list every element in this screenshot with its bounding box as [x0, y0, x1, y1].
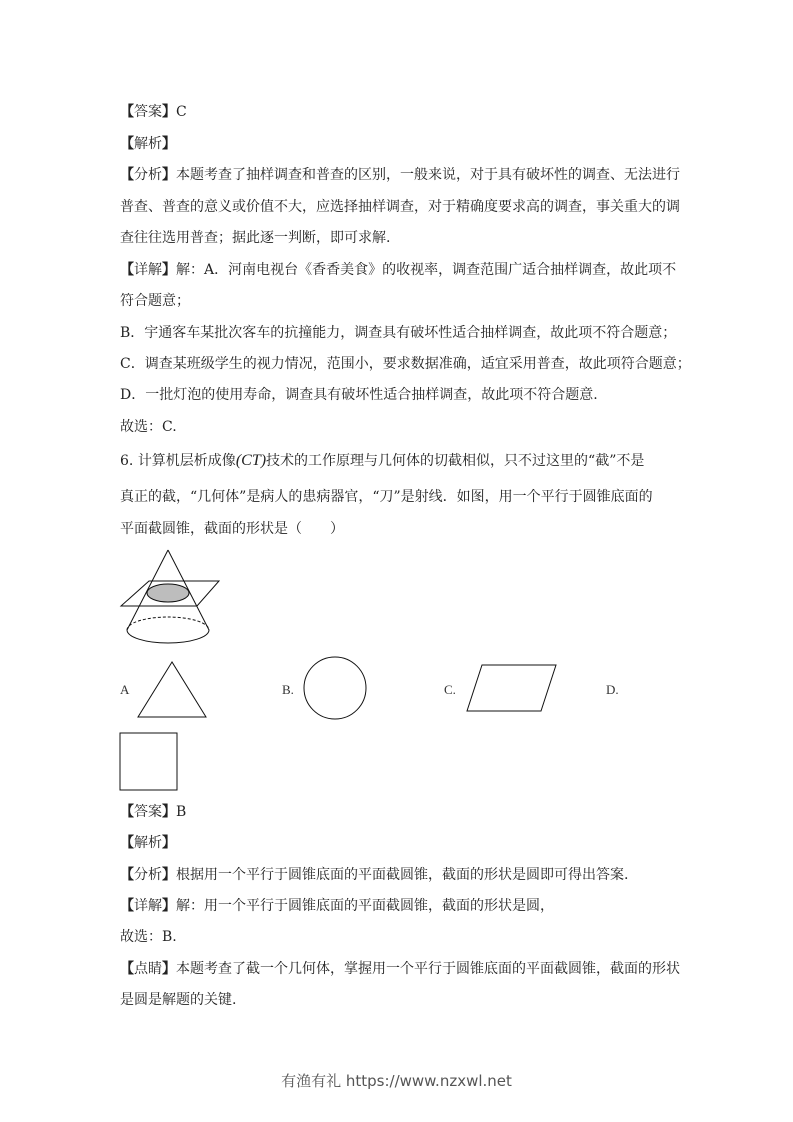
cone-section-figure	[118, 546, 223, 646]
q6-answer: 【答案】B	[120, 804, 187, 820]
q6-dianjing-line-2: 是圆是解题的关键.	[120, 992, 237, 1008]
circle-icon	[302, 655, 368, 721]
q5-option-b-analysis: B．宇通客车某批次客车的抗撞能力，调查具有破坏性适合抽样调查，故此项不符合题意；	[120, 325, 677, 341]
q5-xiangjie-line-1: 【详解】解：A．河南电视台《香香美食》的收视率，调查范围广适合抽样调查，故此项不	[120, 262, 677, 278]
ct-math: (CT)	[235, 452, 267, 469]
q6-fenxi: 【分析】根据用一个平行于圆锥底面的平面截圆锥，截面的形状是圆即可得出答案.	[120, 867, 629, 883]
footer-watermark[interactable]: 有渔有礼 https://www.nzxwl.net	[281, 1072, 512, 1090]
q6-analysis-heading: 【解析】	[120, 835, 176, 851]
q5-answer-value: C	[176, 104, 187, 120]
option-d-label[interactable]: D.	[606, 682, 619, 697]
option-a-triangle[interactable]	[136, 660, 208, 720]
q5-choose: 故选：C.	[120, 419, 177, 435]
cone-icon	[118, 546, 223, 646]
q5-analysis-heading: 【解析】	[120, 136, 176, 152]
option-d-square[interactable]	[119, 732, 179, 792]
q5-fenxi-line-3: 查往往选用普查；据此逐一判断，即可求解.	[120, 230, 391, 246]
option-b-label[interactable]: B.	[282, 682, 294, 697]
q6-stem-line-3: 平面截圆锥，截面的形状是（ ）	[120, 521, 344, 537]
q6-choose: 故选：B.	[120, 929, 177, 945]
q5-fenxi-line-1: 【分析】本题考查了抽样调查和普查的区别，一般来说，对于具有破坏性的调查、无法进行	[120, 167, 680, 183]
q6-number: 6.	[120, 453, 134, 469]
q6-xiangjie: 【详解】解：用一个平行于圆锥底面的平面截圆锥，截面的形状是圆，	[120, 898, 554, 914]
option-c-label[interactable]: C.	[444, 682, 456, 697]
parallelogram-icon	[465, 663, 557, 713]
q6-stem-line-1: 6. 计算机层析成像(CT)技术的工作原理与几何体的切截相似，只不过这里的“截”不是	[120, 452, 645, 469]
q6-dianjing-line-1: 【点睛】本题考查了截一个几何体，掌握用一个平行于圆锥底面的平面截圆锥，截面的形状	[120, 961, 680, 977]
triangle-icon	[136, 660, 208, 720]
q5-xiangjie-line-2: 符合题意；	[120, 293, 190, 309]
q5-option-d-analysis: D．一批灯泡的使用寿命，调查具有破坏性适合抽样调查，故此项不符合题意.	[120, 387, 598, 403]
option-b-circle[interactable]	[302, 655, 368, 721]
q6-stem-line-2: 真正的截，“几何体”是病人的患病器官，“刀”是射线．如图，用一个平行于圆锥底面的	[120, 489, 653, 505]
q6-answer-value: B	[176, 804, 187, 820]
option-a-label[interactable]: A	[120, 682, 130, 697]
q5-answer: 【答案】C	[120, 104, 187, 120]
square-icon	[119, 732, 179, 792]
q5-fenxi-line-2: 普查、普查的意义或价值不大，应选择抽样调查，对于精确度要求高的调查，事关重大的调	[120, 199, 680, 215]
option-c-parallelogram[interactable]	[465, 663, 557, 713]
q5-option-c-analysis: C．调查某班级学生的视力情况，范围小，要求数据准确，适宜采用普查，故此项符合题意；	[120, 356, 691, 372]
